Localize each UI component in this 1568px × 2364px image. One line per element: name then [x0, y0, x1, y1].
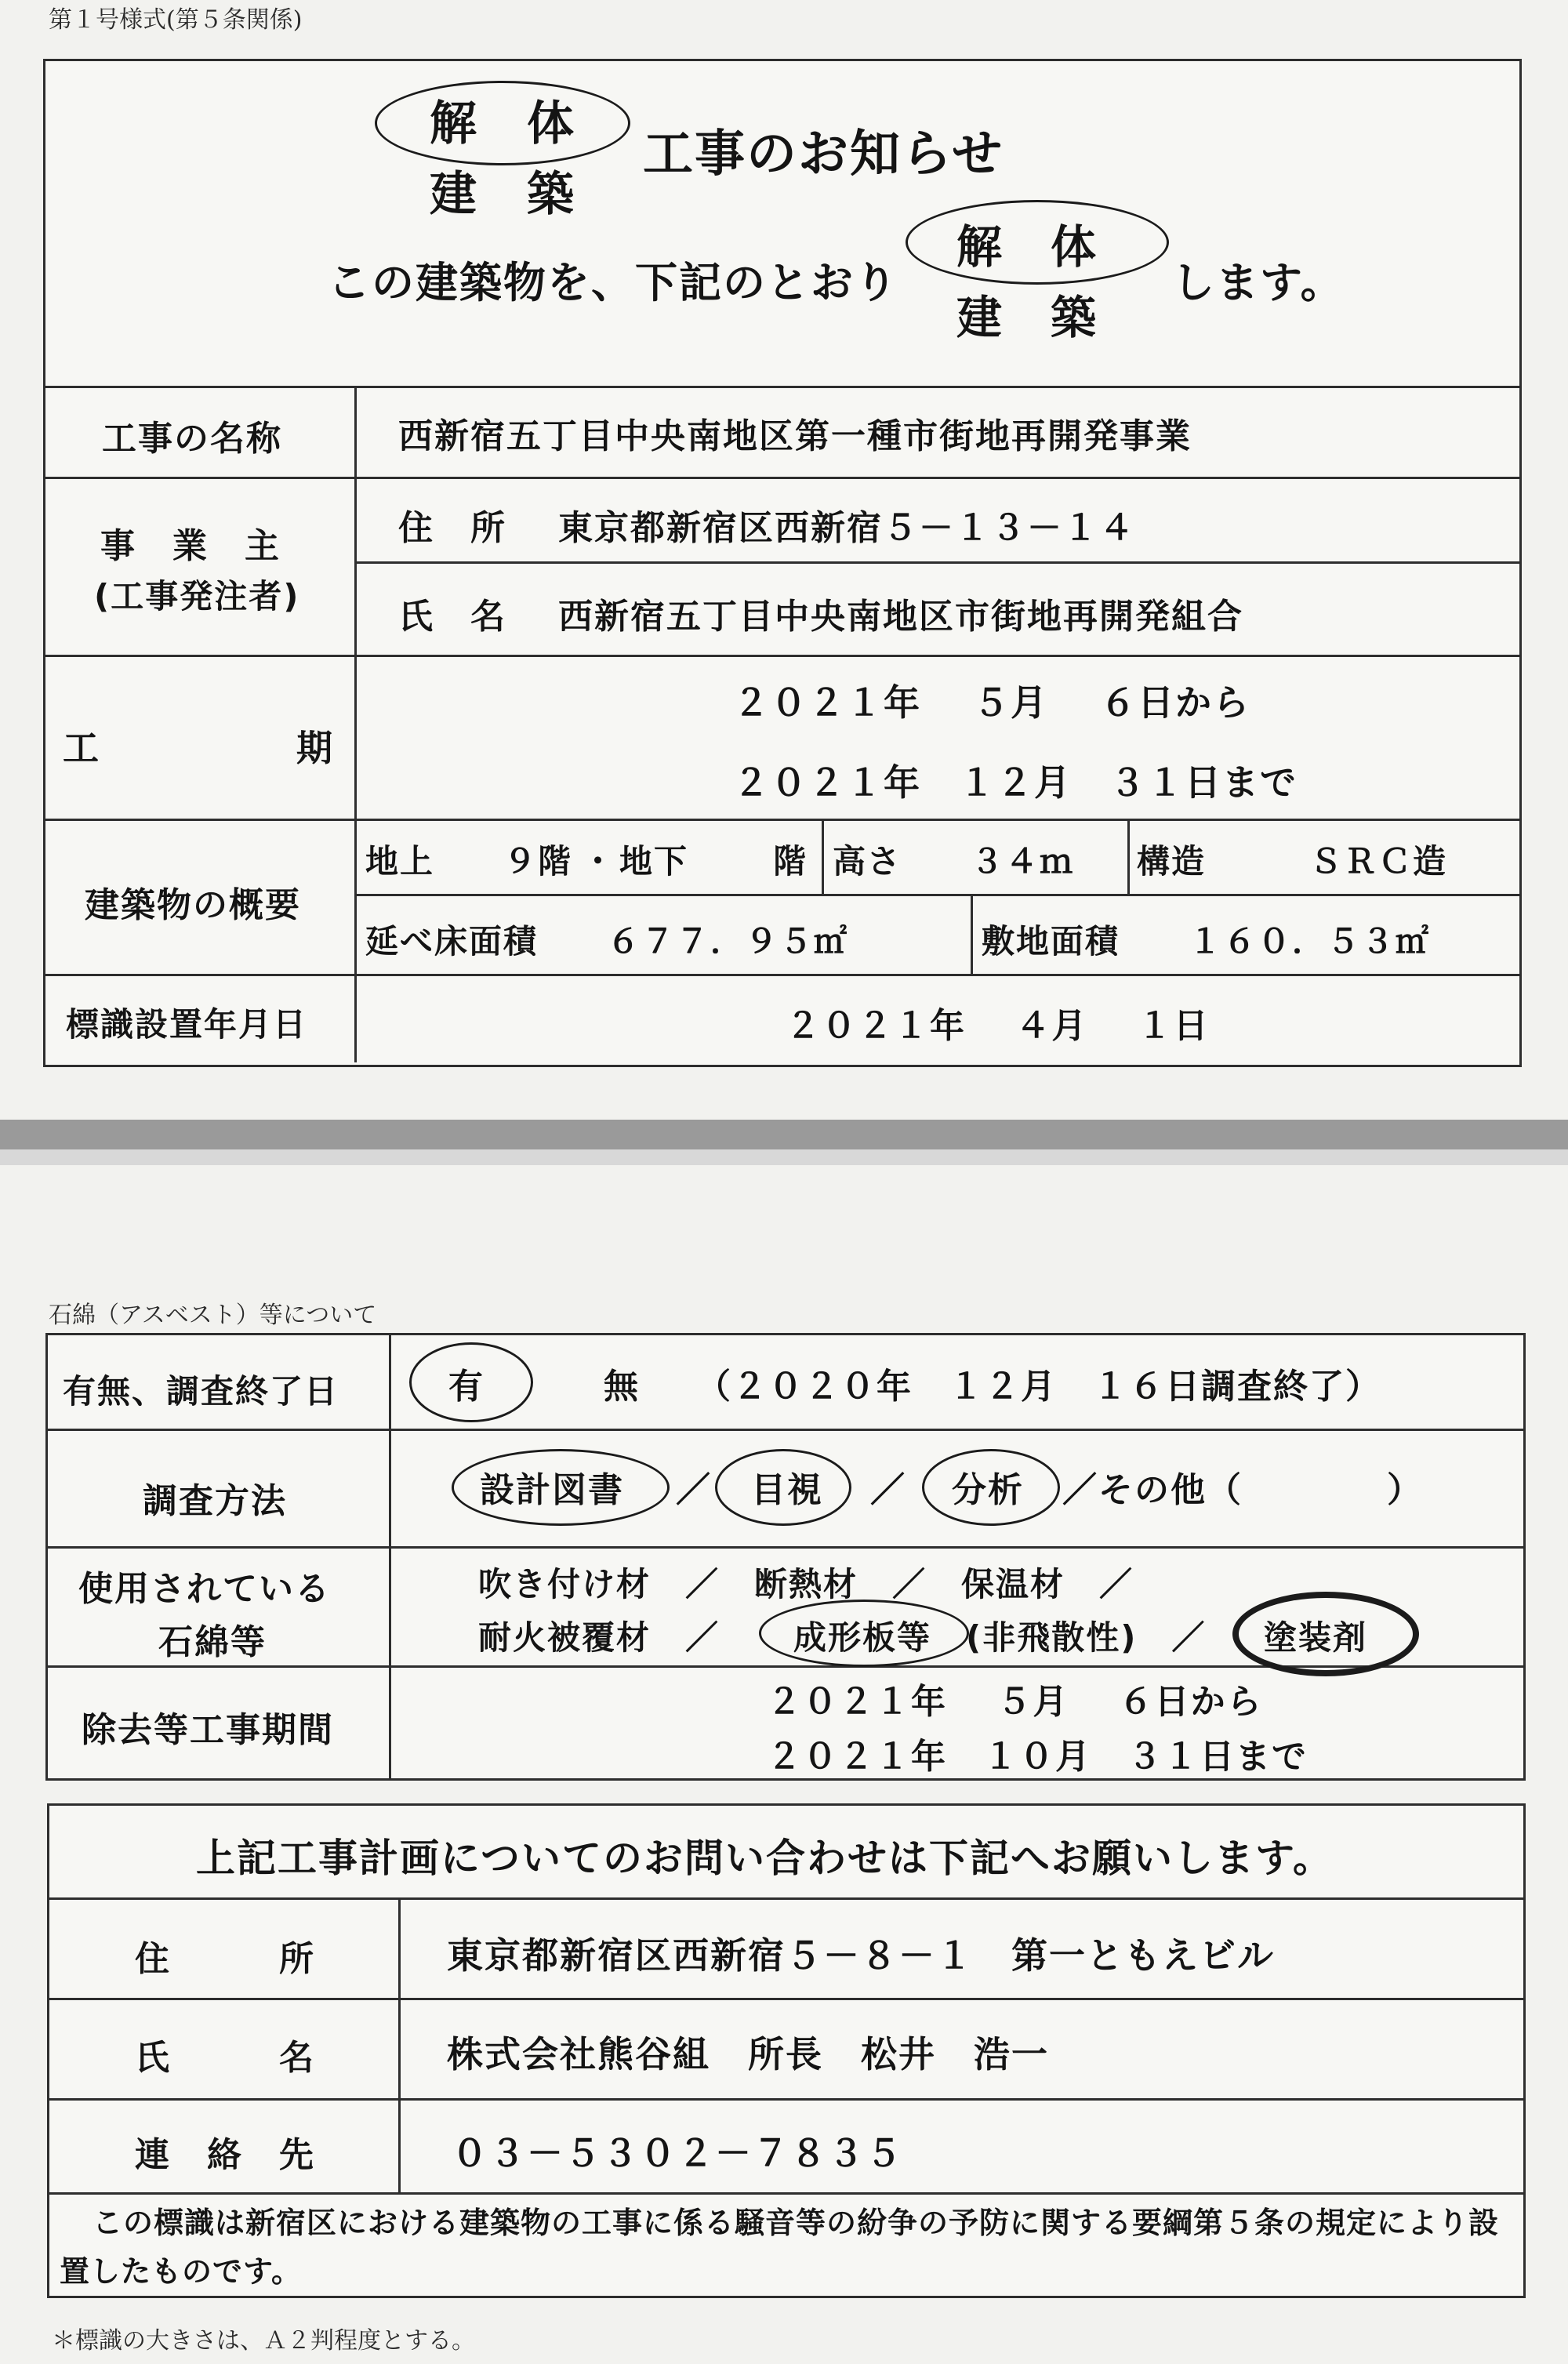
- panel-separator: [0, 1120, 1568, 1149]
- site-area: 敷地面積 １６０．５３㎡: [982, 922, 1431, 960]
- row-line: [354, 561, 1519, 564]
- method-design-docs: 設計図書: [480, 1470, 624, 1510]
- asbestos-heading: 石綿（アスベスト）等について: [49, 1302, 377, 1329]
- regulation-note: この標識は新宿区における建築物の工事に係る騒音等の紛争の予防に関する要綱第５条の規定により設置したものです。: [60, 2206, 1500, 2289]
- row-line: [47, 1897, 1523, 1900]
- row-line: [43, 819, 1519, 821]
- contact-address: 東京都新宿区西新宿５－８－１ 第一ともえビル: [447, 1934, 1275, 1977]
- floors-above: 地上 ９階: [365, 842, 573, 881]
- floors-below-unit: 階: [773, 842, 808, 881]
- used-fireproof: 耐火被覆材 ／: [478, 1618, 720, 1657]
- method-visual: 目視: [751, 1470, 823, 1510]
- removal-from: ２０２１年 ５月 ６日から: [767, 1682, 1263, 1722]
- used-non-scattering: (非飛散性) ／: [966, 1618, 1207, 1657]
- floor-area: 延べ床面積 ６７７．９５㎡: [365, 922, 849, 960]
- contact-heading: 上記工事計画についてのお問い合わせは下記へお願いします。: [196, 1836, 1334, 1881]
- removal-to: ２０２１年 １０月 ３１日まで: [767, 1737, 1308, 1777]
- subtitle-build: 建 築: [956, 291, 1098, 344]
- row-line: [45, 1429, 1523, 1431]
- owner-address: 東京都新宿区西新宿５－１３－１４: [558, 508, 1135, 548]
- used-molded-board: 成形板等: [793, 1618, 932, 1657]
- used-materials-line-1: 吹き付け材 ／ 断熱材 ／ 保温材 ／: [478, 1565, 1134, 1603]
- owner-label: 事 業 主: [100, 526, 281, 566]
- sign-size-footnote: ＊標識の大きさは、Ａ２判程度とする。: [52, 2327, 475, 2355]
- project-name-label: 工事の名称: [102, 419, 282, 459]
- notice-subtitle-post: します。: [1172, 258, 1345, 307]
- presence-no: 無: [604, 1367, 640, 1407]
- presence-label: 有無、調査終了日: [63, 1372, 339, 1411]
- survey-end-date: （２０２０年 １２月 １６日調査終了）: [696, 1367, 1381, 1407]
- cell-divider: [971, 894, 973, 974]
- presence-yes: 有: [448, 1367, 485, 1407]
- height: 高さ ３４ｍ: [833, 842, 1075, 881]
- row-line: [43, 477, 1519, 479]
- row-line: [45, 1546, 1523, 1549]
- owner-address-label: 住 所: [398, 508, 506, 548]
- sign-date: ２０２１年 ４月 １日: [786, 1006, 1210, 1046]
- row-line: [43, 974, 1519, 976]
- used-coating: 塗装剤: [1264, 1618, 1368, 1657]
- removal-period-label: 除去等工事期間: [82, 1710, 334, 1750]
- notice-title: 工事のお知らせ: [643, 125, 1004, 183]
- panel-separator: [0, 1149, 1568, 1165]
- title-build: 建 築: [430, 167, 575, 222]
- owner-name-label: 氏 名: [398, 597, 506, 637]
- contact-name-label: 氏 名: [135, 2038, 315, 2078]
- cell-divider: [1127, 819, 1130, 894]
- owner-name: 西新宿五丁目中央南地区市街地再開発組合: [558, 597, 1243, 637]
- label-column-line: [389, 1333, 391, 1778]
- label-column-line: [398, 1897, 401, 2192]
- period-label-1: 工: [63, 727, 100, 769]
- floors-dot: ･: [590, 842, 608, 881]
- method-other: ／その他（ ）: [1062, 1470, 1423, 1510]
- contact-phone-label: 連 絡 先: [135, 2135, 315, 2175]
- contact-phone: ０３－５３０２－７８３５: [452, 2132, 903, 2174]
- subtitle-demolish: 解 体: [956, 220, 1098, 274]
- row-line: [47, 2098, 1523, 2101]
- form-number-label: 第１号様式(第５条関係): [49, 6, 303, 34]
- structure: 構造 ＳＲＣ造: [1137, 842, 1448, 881]
- period-from: ２０２１年 ５月 ６日から: [733, 681, 1251, 724]
- overview-label: 建築物の概要: [85, 885, 301, 925]
- owner-label-sub: (工事発注者): [94, 577, 300, 616]
- floors-below: 地下: [619, 842, 689, 881]
- method-sep-1: ／: [676, 1470, 712, 1510]
- period-to: ２０２１年 １２月 ３１日まで: [733, 761, 1298, 804]
- project-name: 西新宿五丁目中央南地区第一種市街地再開発事業: [398, 416, 1192, 456]
- cell-divider: [822, 819, 824, 894]
- method-label: 調査方法: [143, 1481, 287, 1521]
- row-line: [47, 2192, 1523, 2195]
- row-line: [47, 1998, 1523, 2000]
- used-label-1: 使用されている: [78, 1569, 331, 1609]
- row-line: [354, 894, 1519, 896]
- contact-address-label: 住 所: [135, 1939, 315, 1979]
- notice-subtitle-pre: この建築物を、下記のとおり: [328, 258, 898, 307]
- period-label-2: 期: [296, 727, 334, 769]
- method-sep-2: ／: [870, 1470, 906, 1510]
- used-label-2: 石綿等: [158, 1622, 267, 1662]
- contact-name: 株式会社熊谷組 所長 松井 浩一: [447, 2033, 1049, 2075]
- method-analysis: 分析: [952, 1470, 1024, 1510]
- title-demolish: 解 体: [430, 96, 575, 151]
- table-top-line: [43, 386, 1519, 388]
- label-column-line: [354, 386, 357, 1062]
- sign-date-label: 標識設置年月日: [66, 1005, 308, 1044]
- row-line: [43, 655, 1519, 657]
